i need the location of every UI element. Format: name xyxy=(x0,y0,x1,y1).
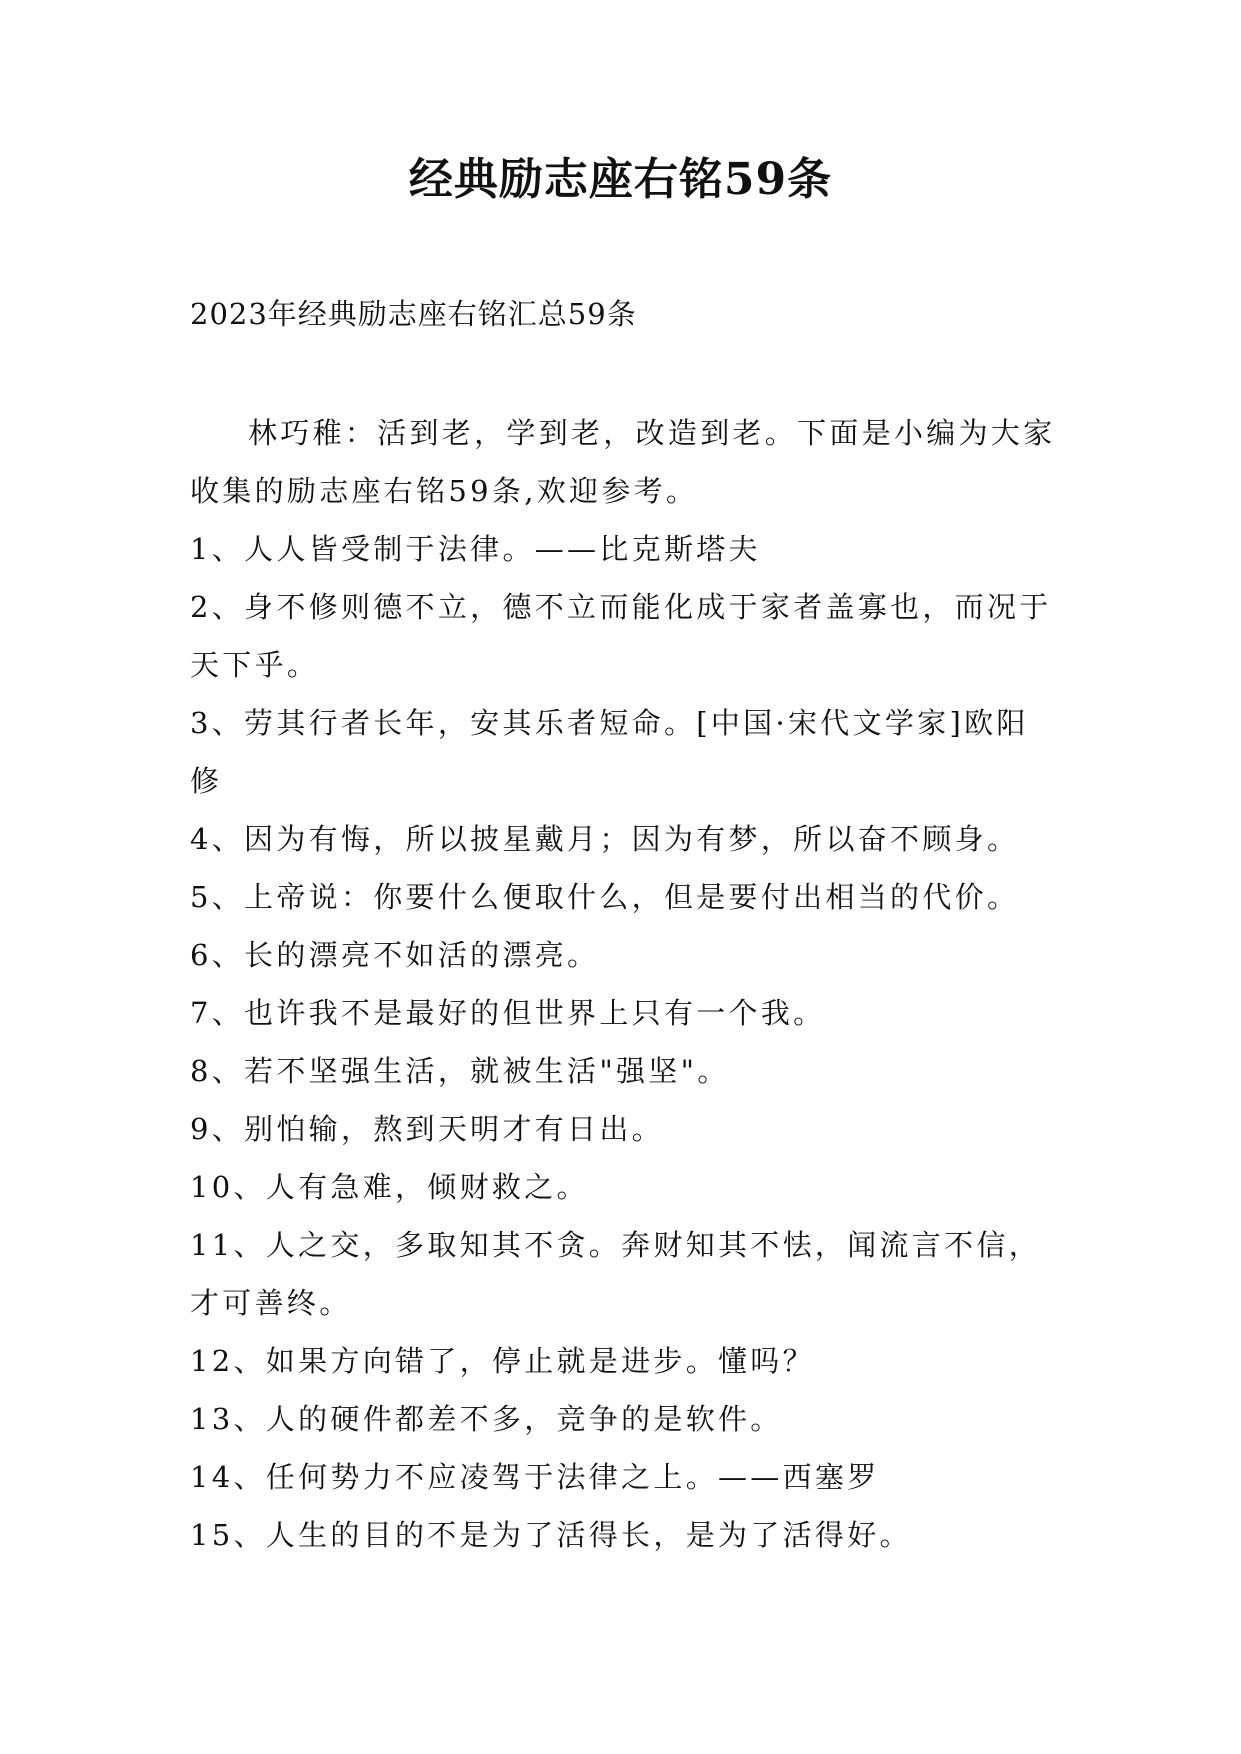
document-body xyxy=(190,404,1060,1564)
list-item: 10、人有急难，倾财救之。 xyxy=(190,1170,589,1204)
document-subtitle: 2023年经典励志座右铭汇总59条 xyxy=(190,297,637,331)
list-item: 15、人生的目的不是为了活得长，是为了活得好。 xyxy=(190,1518,912,1552)
list-item: 6、长的漂亮不如活的漂亮。 xyxy=(190,938,600,972)
intro-paragraph: 林巧稚：活到老，学到老，改造到老。下面是小编为大家收集的励志座右铭59条,欢迎参考。 xyxy=(190,416,1056,508)
list-item: 3、劳其行者长年，安其乐者短命。[中国·宋代文学家]欧阳修 xyxy=(190,706,1029,798)
document-title: 经典励志座右铭59条 xyxy=(408,154,833,205)
list-item: 5、上帝说：你要什么便取什么，但是要付出相当的代价。 xyxy=(190,880,1020,914)
list-item: 13、人的硬件都差不多，竞争的是软件。 xyxy=(190,1402,783,1436)
list-item: 4、因为有悔，所以披星戴月；因为有梦，所以奋不顾身。 xyxy=(190,822,1020,856)
list-item: 14、任何势力不应凌驾于法律之上。——西塞罗 xyxy=(190,1460,880,1494)
list-item: 7、也许我不是最好的但世界上只有一个我。 xyxy=(190,996,826,1030)
list-item: 9、别怕输，熬到天明才有日出。 xyxy=(190,1112,664,1146)
list-item: 8、若不坚强生活，就被生活"强坚"。 xyxy=(190,1054,730,1088)
list-item: 2、身不修则德不立，德不立而能化成于家者盖寡也，而况于天下乎。 xyxy=(190,590,1052,682)
list-item: 1、人人皆受制于法律。——比克斯塔夫 xyxy=(190,532,761,566)
list-item: 12、如果方向错了，停止就是进步。懂吗？ xyxy=(190,1344,815,1378)
list-item: 11、人之交，多取知其不贪。奔财知其不怯，闻流言不信，才可善终。 xyxy=(190,1228,1042,1320)
